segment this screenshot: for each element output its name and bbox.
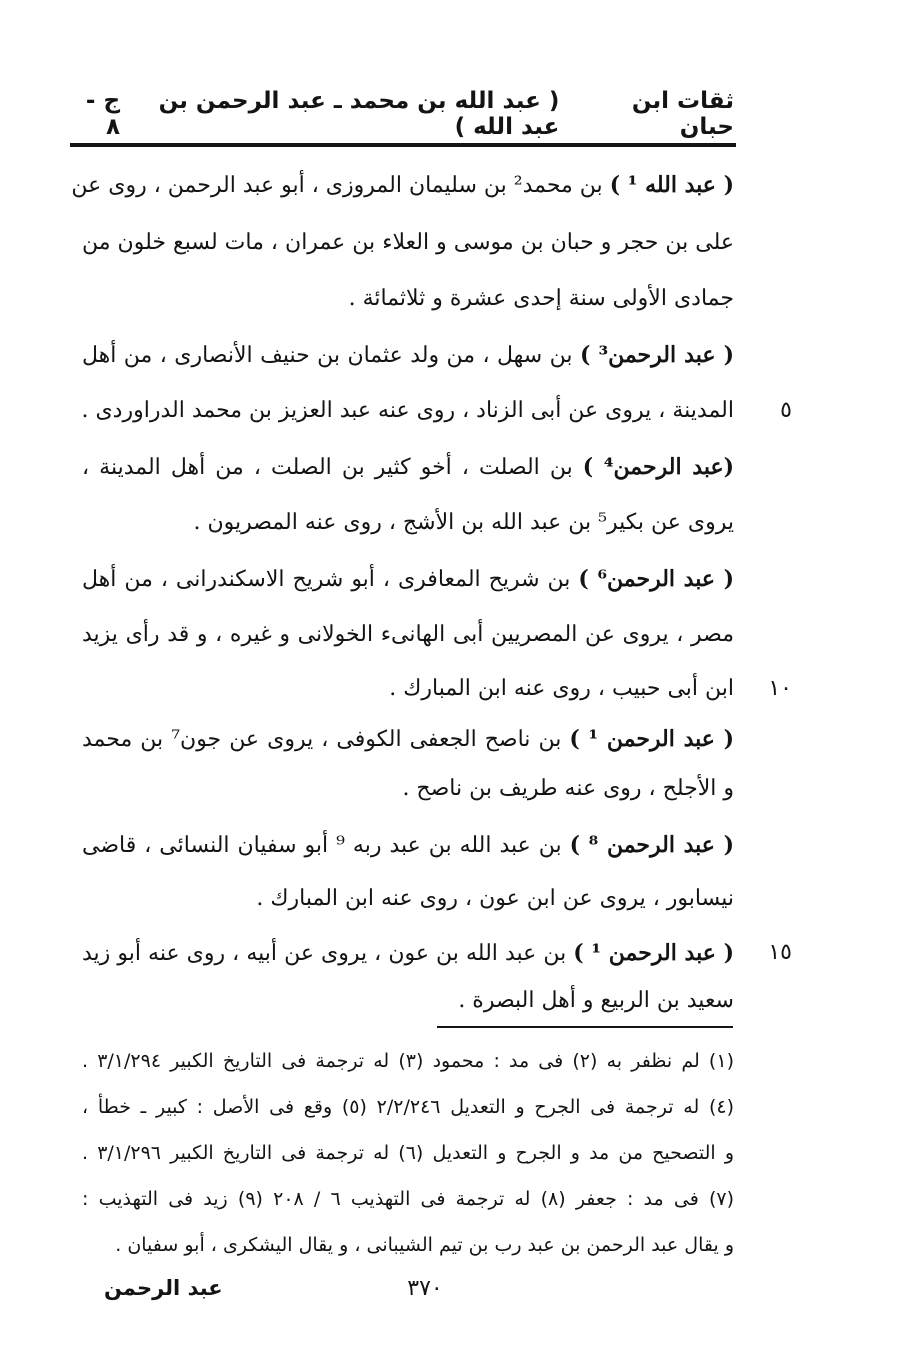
text-line: ابن أبى حبيب ، روى عنه ابن المبارك . [389,676,734,701]
text-line: المدينة ، يروى عن أبى الزناد ، روى عنه عبد العزيز بن محمد الدراوردى . [81,398,734,423]
entry-head: ( عبد الرحمن⁶ ) [578,566,735,592]
entry-head: ( عبد الرحمن ⁸ ) [569,832,734,858]
text-line: جمادى الأولى سنة إحدى عشرة و ثلاثمائة . [348,286,734,311]
footnote-line: (٧) فى مد : جعفر (٨) له ترجمة فى التهذيب ٦ / ٢٠٨ (٩) زيد فى التهذيب : [82,1188,735,1210]
footnote-line: و التصحيح من مد و الجرح و التعديل (٦) له ترجمة فى التاريخ الكبير ٣/١/٢٩٦ . [82,1142,734,1164]
text-line: و الأجلح ، روى عنه طريف بن ناصح . [402,776,734,801]
text-line: ( عبد الرحمن ¹ ) بن ناصح الجعفى الكوفى ، يروى عن جون⁷ بن محمد [82,726,735,752]
text-line: (عبد الرحمن⁴ ) بن الصلت ، أخو كثير بن الصلت ، من أهل المدينة ، [82,454,735,480]
volume-label: ج - ٨ [85,88,121,140]
line-number: ١٠ [768,676,792,701]
line-number: ١٥ [768,940,792,965]
text-line: ( عبد الله ¹ ) بن محمد² بن سليمان المروزى ، أبو عبد الرحمن ، روى عن [71,172,734,198]
text-line: نيسابور ، يروى عن ابن عون ، روى عنه ابن المبارك . [256,886,734,911]
text-line: ( عبد الرحمن³ ) بن سهل ، من ولد عثمان بن حنيف الأنصارى ، من أهل [82,342,734,368]
running-header [72,88,734,140]
header-rule [70,143,736,147]
text-line: على بن حجر و حبان بن موسى و العلاء بن عمران ، مات لسبع خلون من [82,230,734,255]
line-number: ٥ [780,398,792,423]
entry-head: (عبد الرحمن⁴ ) [582,454,735,480]
footnote-line: (١) لم نظفر به (٢) فى مد : محمود (٣) له ترجمة فى التاريخ الكبير ٣/١/٢٩٤ . [82,1050,734,1072]
book-title: ثقات ابن حبان [631,88,734,140]
text-line: ( عبد الرحمن ⁸ ) بن عبد الله بن عبد ربه ⁹ أبو سفيان النسائى ، قاضى [82,832,734,858]
footnote-line: و يقال عبد الرحمن بن عبد رب بن تيم الشيبانى ، و يقال اليشكرى ، أبو سفيان . [115,1234,734,1256]
footnote-rule [437,1026,733,1028]
section-range: ( عبد الله بن محمد ـ عبد الرحمن بن عبد الله ) [158,88,560,140]
page-number: ٣٧٠ [407,1276,443,1301]
text-line: ( عبد الرحمن ¹ ) بن عبد الله بن عون ، يروى عن أبيه ، روى عنه أبو زيد [82,940,734,966]
entry-head: ( عبد الرحمن ¹ ) [569,726,735,752]
footnote-line: (٤) له ترجمة فى الجرح و التعديل ٢/٢/٢٤٦ (٥) وقع فى الأصل : كبير ـ خطأ ، [82,1096,735,1118]
text-line: يروى عن بكير⁵ بن عبد الله بن الأشج ، روى عنه المصريون . [193,510,734,535]
text-line: ( عبد الرحمن⁶ ) بن شريح المعافرى ، أبو شريح الاسكندرانى ، من أهل [82,566,735,592]
entry-head: ( عبد الله ¹ ) [609,172,734,198]
text-line: مصر ، يروى عن المصريين أبى الهانىء الخولانى و غيره ، و قد رأى يزيد [82,622,734,647]
entry-head: ( عبد الرحمن³ ) [579,342,734,368]
text-line: سعيد بن الربيع و أهل البصرة . [458,988,734,1013]
entry-head: ( عبد الرحمن ¹ ) [573,940,734,966]
catchword: عبد الرحمن [104,1276,223,1300]
